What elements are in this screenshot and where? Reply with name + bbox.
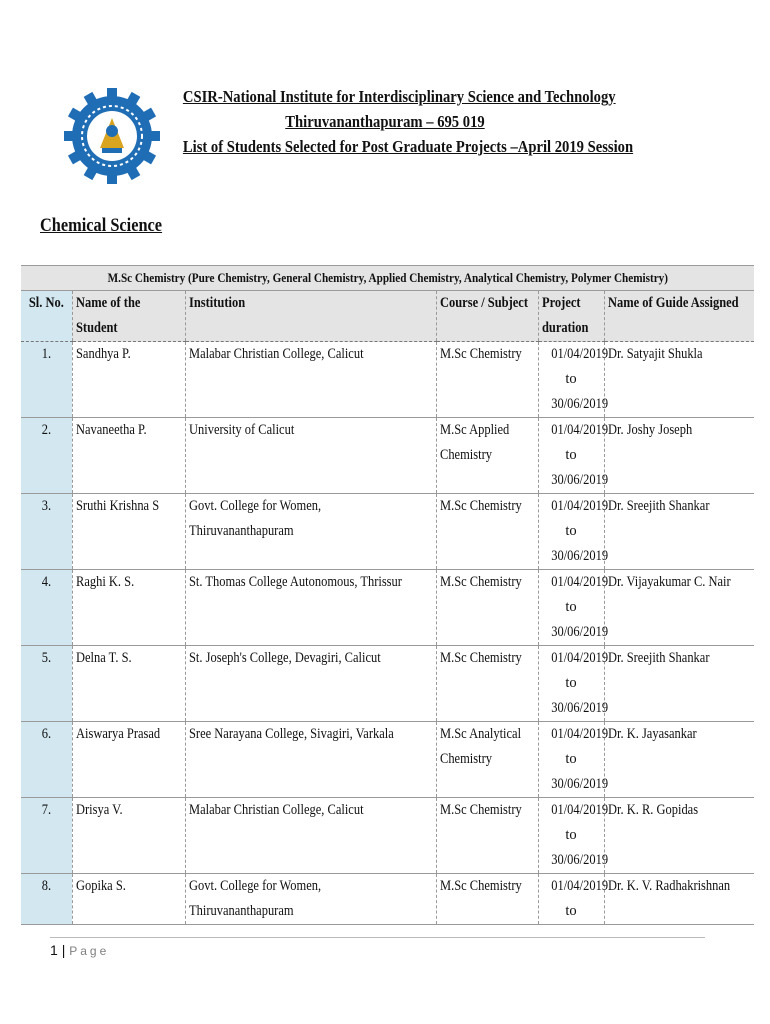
course-cell <box>436 798 538 874</box>
duration-start: 01/04/2019 <box>550 802 608 818</box>
duration-start: 01/04/2019 <box>550 422 608 438</box>
page-label: Page <box>69 944 110 958</box>
duration-end: 30/06/2019 <box>550 624 608 640</box>
institute-title: CSIR-National Institute for Interdisciplinary Science and Technology <box>182 87 616 106</box>
institution-line: Sree Narayana College, Sivagiri, Varkala <box>188 726 394 742</box>
sl-no: 2. <box>41 422 51 438</box>
course-cell <box>436 342 538 418</box>
col-guide: Name of Guide Assigned <box>604 291 754 342</box>
guide-name: Dr. Vijayakumar C. Nair <box>607 574 731 590</box>
student-name-cell <box>72 418 185 494</box>
sl-no-cell <box>21 418 72 494</box>
sl-no: 3. <box>41 498 51 514</box>
student-name: Sandhya P. <box>75 346 131 362</box>
document-header <box>150 84 634 159</box>
duration-cell <box>538 418 608 494</box>
sl-no: 1. <box>41 346 51 362</box>
table-row <box>21 874 754 925</box>
duration-to: to <box>565 447 577 463</box>
table-row <box>21 342 754 418</box>
duration-cell <box>538 342 608 418</box>
duration-end: 30/06/2019 <box>550 396 608 412</box>
student-name: Raghi K. S. <box>75 574 134 590</box>
institution-line: St. Joseph's College, Devagiri, Calicut <box>188 650 381 666</box>
institution-cell <box>185 570 436 646</box>
sl-no-cell <box>21 646 72 722</box>
table-row <box>21 722 754 798</box>
course-line: Chemistry <box>439 447 492 463</box>
duration-end: 30/06/2019 <box>550 548 608 564</box>
duration-end: 30/06/2019 <box>550 776 608 792</box>
institution-line: St. Thomas College Autonomous, Thrissur <box>188 574 402 590</box>
duration-end: 30/06/2019 <box>550 472 608 488</box>
duration-end: 30/06/2019 <box>550 852 608 868</box>
course-line: M.Sc Chemistry <box>439 650 522 666</box>
course-line: M.Sc Chemistry <box>439 498 522 514</box>
guide-cell <box>604 874 754 925</box>
institution-cell <box>185 342 436 418</box>
footer-separator: | <box>61 942 66 958</box>
duration-cell <box>538 874 608 925</box>
course-cell <box>436 418 538 494</box>
course-line: M.Sc Chemistry <box>439 346 522 362</box>
guide-cell <box>604 798 754 874</box>
duration-end: 30/06/2019 <box>550 700 608 716</box>
duration-to: to <box>565 523 577 539</box>
table-body <box>21 342 754 925</box>
col-institution: Institution <box>185 291 436 342</box>
student-name-cell <box>72 874 185 925</box>
institution-line: Thiruvananthapuram <box>188 903 294 919</box>
institution-cell <box>185 494 436 570</box>
institution-cell <box>185 646 436 722</box>
student-name: Gopika S. <box>75 878 126 894</box>
student-name-cell <box>72 646 185 722</box>
student-name: Navaneetha P. <box>75 422 147 438</box>
student-name-cell <box>72 722 185 798</box>
student-name: Sruthi Krishna S <box>75 498 159 514</box>
column-header-row <box>21 291 754 342</box>
course-line: M.Sc Analytical <box>439 726 521 742</box>
sl-no: 4. <box>41 574 51 590</box>
duration-cell <box>538 798 608 874</box>
duration-start: 01/04/2019 <box>550 650 608 666</box>
course-cell <box>436 646 538 722</box>
institute-location: Thiruvananthapuram – 695 019 <box>285 112 485 131</box>
institution-line: Malabar Christian College, Calicut <box>188 802 364 818</box>
sl-no: 7. <box>41 802 51 818</box>
course-line: M.Sc Chemistry <box>439 878 522 894</box>
duration-cell <box>538 494 608 570</box>
col-student-name: Name of the Student <box>72 291 185 342</box>
sl-no-cell <box>21 874 72 925</box>
guide-name: Dr. K. Jayasankar <box>607 726 697 742</box>
sl-no: 5. <box>41 650 51 666</box>
sl-no: 6. <box>41 726 51 742</box>
course-line: M.Sc Applied <box>439 422 509 438</box>
guide-name: Dr. K. V. Radhakrishnan <box>607 878 730 894</box>
student-name-cell <box>72 494 185 570</box>
duration-start: 01/04/2019 <box>550 498 608 514</box>
col-duration: Project duration <box>538 291 604 342</box>
table-row <box>21 798 754 874</box>
student-name-cell <box>72 342 185 418</box>
course-line: Chemistry <box>439 751 492 767</box>
csir-logo <box>62 86 162 186</box>
guide-cell <box>604 570 754 646</box>
duration-cell <box>538 722 608 798</box>
course-cell <box>436 874 538 925</box>
list-title: List of Students Selected for Post Graduate Projects –April 2019 Session <box>182 137 634 156</box>
sl-no-cell <box>21 570 72 646</box>
institution-cell <box>185 798 436 874</box>
col-course: Course / Subject <box>436 291 538 342</box>
table-row <box>21 646 754 722</box>
guide-name: Dr. Joshy Joseph <box>607 422 692 438</box>
sl-no-cell <box>21 798 72 874</box>
table-row <box>21 494 754 570</box>
duration-start: 01/04/2019 <box>550 346 608 362</box>
duration-to: to <box>565 751 577 767</box>
guide-name: Dr. Satyajit Shukla <box>607 346 703 362</box>
duration-start: 01/04/2019 <box>550 574 608 590</box>
guide-cell <box>604 722 754 798</box>
institution-cell <box>185 874 436 925</box>
institution-line: University of Calicut <box>188 422 294 438</box>
guide-name: Dr. K. R. Gopidas <box>607 802 698 818</box>
duration-to: to <box>565 827 577 843</box>
duration-to: to <box>565 903 577 919</box>
duration-cell <box>538 570 608 646</box>
guide-cell <box>604 494 754 570</box>
institution-line: Malabar Christian College, Calicut <box>188 346 364 362</box>
institution-cell <box>185 418 436 494</box>
student-name: Delna T. S. <box>75 650 132 666</box>
duration-cell <box>538 646 608 722</box>
institution-line: Thiruvananthapuram <box>188 523 294 539</box>
guide-cell <box>604 342 754 418</box>
guide-cell <box>604 646 754 722</box>
institution-cell <box>185 722 436 798</box>
guide-cell <box>604 418 754 494</box>
table-row <box>21 418 754 494</box>
institution-line: Govt. College for Women, <box>188 498 321 514</box>
course-line: M.Sc Chemistry <box>439 802 522 818</box>
guide-name: Dr. Sreejith Shankar <box>607 650 709 666</box>
duration-to: to <box>565 599 577 615</box>
sl-no-cell <box>21 494 72 570</box>
sl-no-cell <box>21 342 72 418</box>
col-sl-no: Sl. No. <box>21 291 72 342</box>
page-number: 1 <box>50 942 58 958</box>
course-cell <box>436 494 538 570</box>
students-table <box>21 265 754 925</box>
student-name-cell <box>72 798 185 874</box>
section-title: Chemical Science <box>40 215 163 236</box>
student-name: Aiswarya Prasad <box>75 726 160 742</box>
student-name: Drisya V. <box>75 802 123 818</box>
student-name-cell <box>72 570 185 646</box>
course-line: M.Sc Chemistry <box>439 574 522 590</box>
sl-no-cell <box>21 722 72 798</box>
institution-line: Govt. College for Women, <box>188 878 321 894</box>
category-cell: M.Sc Chemistry (Pure Chemistry, General Chemistry, Applied Chemistry, Analytical Chemistry, Polymer Chemistry) <box>21 266 754 291</box>
guide-name: Dr. Sreejith Shankar <box>607 498 709 514</box>
table-row <box>21 570 754 646</box>
duration-start: 01/04/2019 <box>550 878 608 894</box>
course-cell <box>436 570 538 646</box>
sl-no: 8. <box>41 878 51 894</box>
course-cell <box>436 722 538 798</box>
duration-to: to <box>565 371 577 387</box>
category-row <box>21 266 754 291</box>
page-footer <box>50 937 705 958</box>
duration-start: 01/04/2019 <box>550 726 608 742</box>
duration-to: to <box>565 675 577 691</box>
